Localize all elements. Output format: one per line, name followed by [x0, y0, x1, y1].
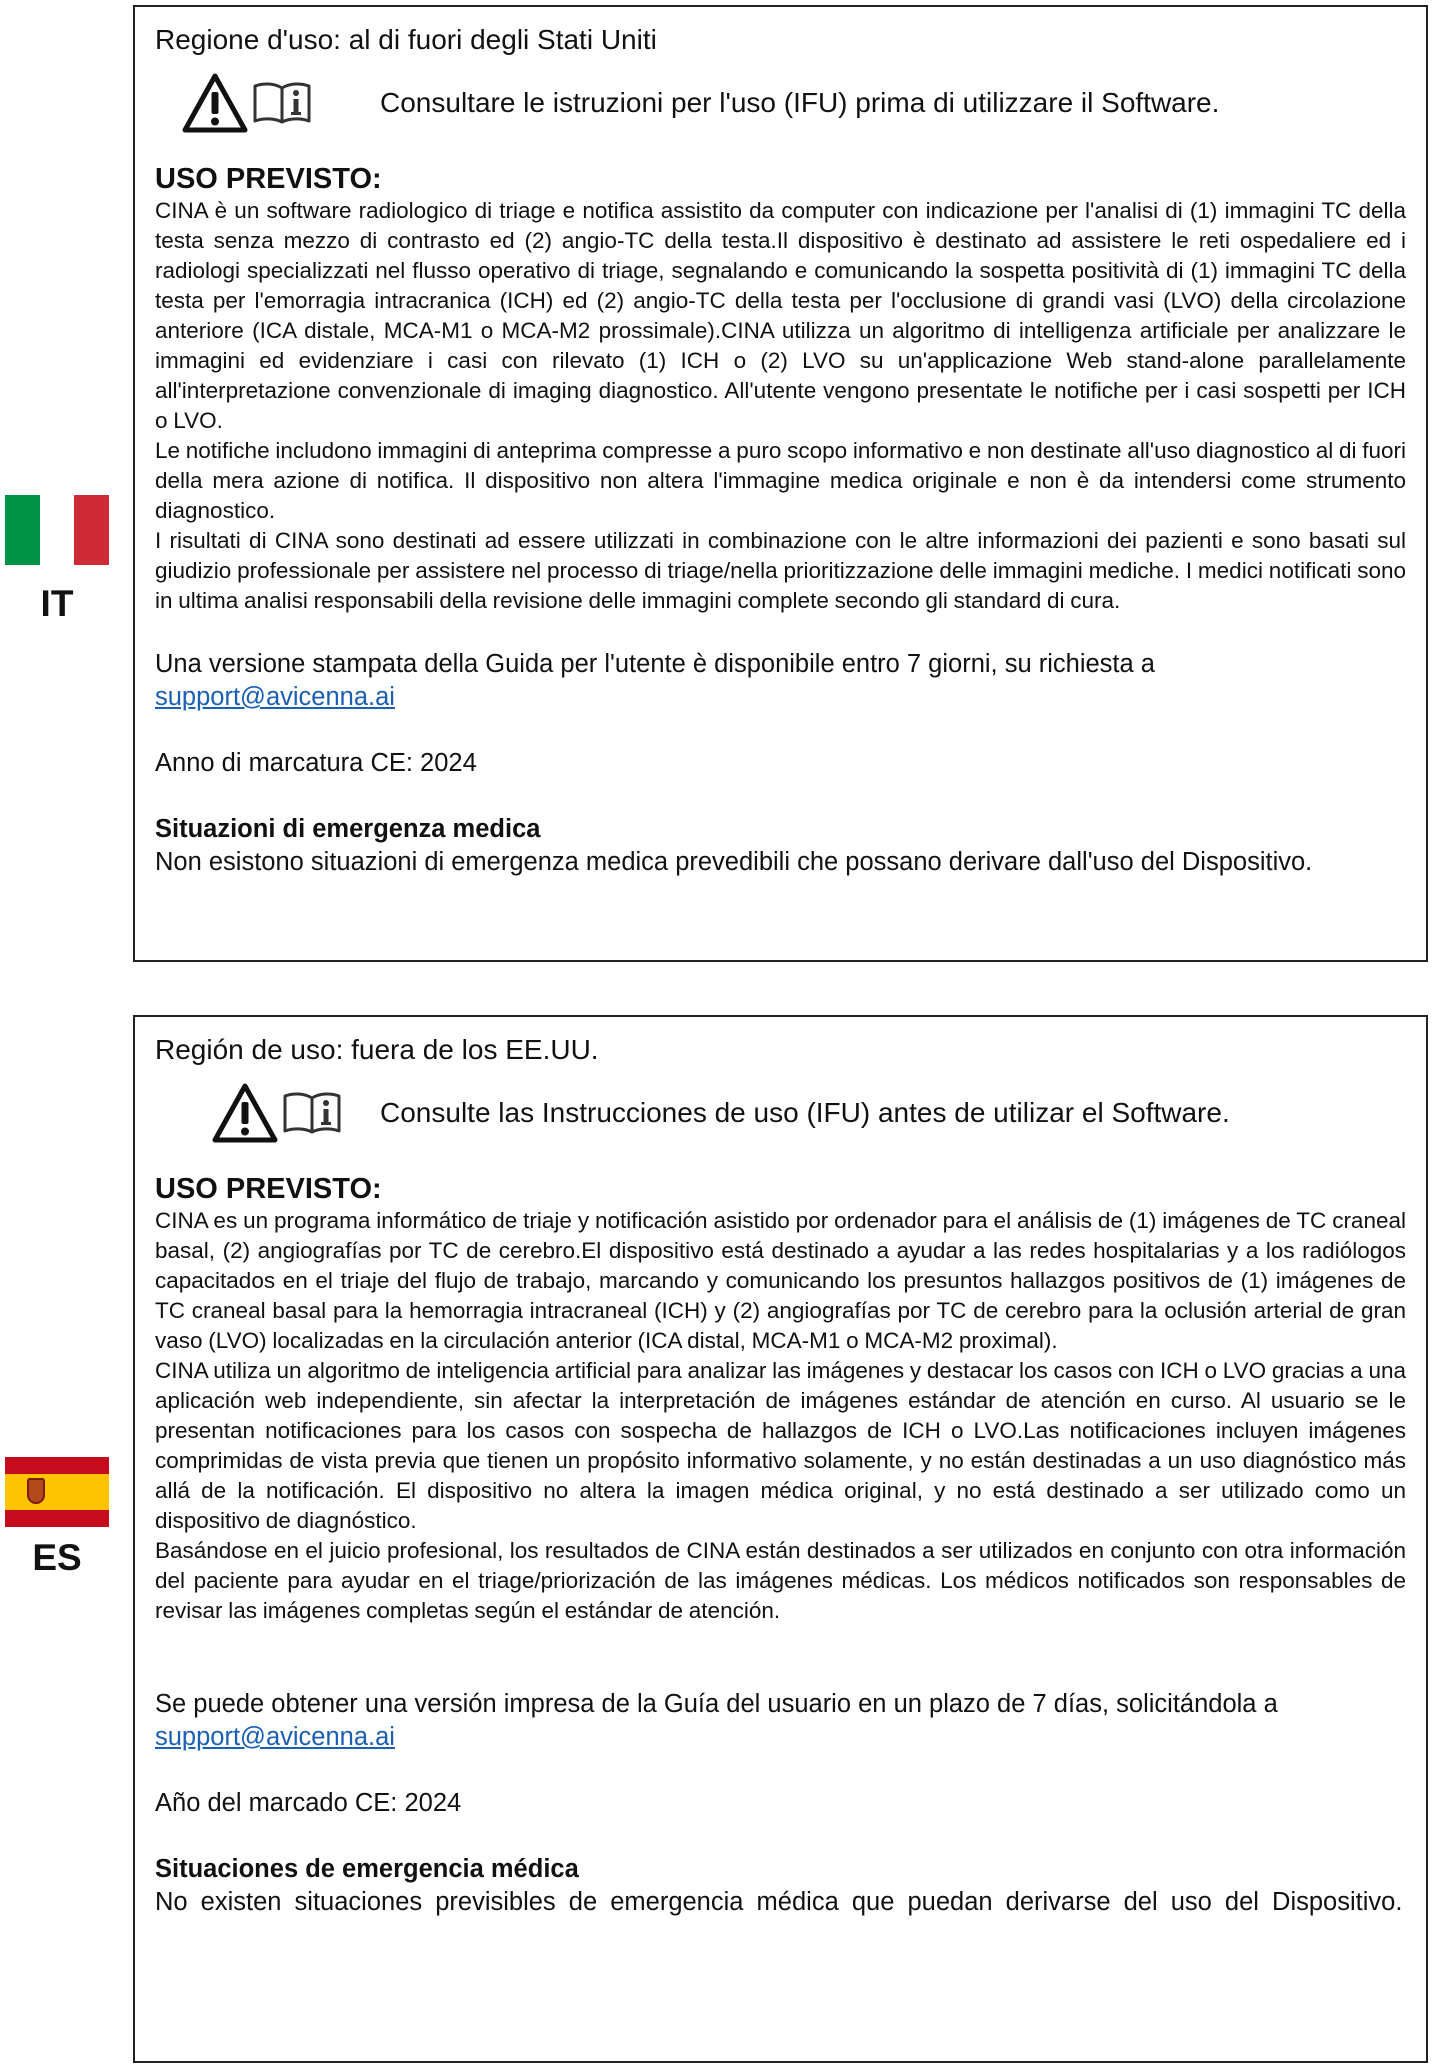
warning-icons [182, 73, 312, 133]
intended-use-paragraph: CINA es un programa informático de triaje y notificación asistido por ordenador para el análisis de (1) imágenes de TC craneal basal, (2) angiografías por TC de cerebro.El dispositivo está destinado a ayudar a las redes hospitalarias y a los radiólogos capacitados en el triaje del flujo de trabajo, marcando y comunicando los presuntos hallazgos positivos de (1) imágenes de TC craneal basal para la hemorragia intracraneal (ICH) y (2) angiografías por TC de cerebro para la oclusión arterial de gran vaso (LVO) localizadas en la circulación anterior (ICA distal, MCA-M1 o MCA-M2 proximal). [155, 1208, 1406, 1353]
language-code-it: IT [40, 583, 74, 624]
intended-use-heading: USO PREVISTO: [155, 163, 382, 195]
print-notice: Una versione stampata della Guida per l'utente è disponibile entro 7 giorni, su richiesta a [155, 650, 1155, 678]
flag-band-red-bottom [5, 1510, 109, 1527]
spain-flag-icon [5, 1457, 109, 1527]
support-email-link[interactable]: support@avicenna.ai [155, 1723, 395, 1751]
intended-use-paragraph: CINA utiliza un algoritmo de inteligencia artificial para analizar las imágenes y destacar los casos con ICH o LVO gracias a una aplicación web independiente, sin afectar la interpretación de imágenes estándar de atención en curso. Al usuario se le presentan notificaciones para los casos con sospecha de hallazgos de ICH o LVO.Las notificaciones incluyen imágenes comprimidas de vista previa que tienen un propósito informativo solamente, y no están destinadas a un uso diagnóstico más allá de la notificación. El dispositivo no altera la imagen médica original, y no está destinado a ser utilizado como un dispositivo de diagnóstico. [155, 1358, 1406, 1533]
emergency-heading: Situazioni di emergenza medica [155, 815, 541, 843]
italy-flag-icon [5, 495, 109, 565]
emergency-heading: Situaciones de emergencia médica [155, 1855, 579, 1883]
ce-marking-year: Año del marcado CE: 2024 [155, 1789, 462, 1817]
emergency-text: Non esistono situazioni di emergenza medica prevedibili che possano derivare dall'uso del Dispositivo. [155, 848, 1313, 876]
warning-row [155, 1076, 1406, 1150]
section-panel-it [133, 5, 1428, 962]
intended-use-heading: USO PREVISTO: [155, 1173, 382, 1205]
consult-instructions-book-icon [282, 1091, 342, 1135]
warning-row [155, 66, 1406, 140]
flag-stripe-white [40, 495, 75, 565]
intended-use-paragraph: Le notifiche includono immagini di anteprima compresse a puro scopo informativo e non destinate all'uso diagnostico al di fuori della mera azione di notifica. Il dispositivo non altera l'immagine medica originale e non è da intendersi come strumento diagnostico. [155, 438, 1407, 523]
flag-band-red-top [5, 1457, 109, 1474]
flag-stripe-red [74, 495, 109, 565]
emergency-text: No existen situaciones previsibles de emergencia médica que puedan derivarse del uso del Dispositivo. [155, 1888, 1403, 1916]
warning-triangle-icon [182, 73, 248, 133]
region-of-use: Región de uso: fuera de los EE.UU. [155, 1034, 599, 1065]
flag-stripe-green [5, 495, 40, 565]
intended-use-paragraph: Basándose en el juicio profesional, los resultados de CINA están destinados a ser utilizados en conjunto con otra información del paciente para ayudar en el triage/priorización de las imágenes médicas. Los médicos notificados son responsables de revisar las imágenes completas según el estándar de atención. [155, 1538, 1406, 1623]
warning-icons [212, 1083, 342, 1143]
region-of-use: Regione d'uso: al di fuori degli Stati Uniti [155, 24, 657, 55]
coat-of-arms-icon [27, 1478, 45, 1504]
intended-use-paragraph: I risultati di CINA sono destinati ad essere utilizzati in combinazione con le altre informazioni dei pazienti e sono basati sul giudizio professionale per assistere nel processo di triage/nella prioritizzazione delle immagini mediche. I medici notificati sono in ultima analisi responsabili della revisione delle immagini complete secondo gli standard di cura. [155, 528, 1406, 613]
consult-ifu-warning: Consultare le istruzioni per l'uso (IFU) prima di utilizzare il Software. [380, 87, 1220, 118]
consult-ifu-warning: Consulte las Instrucciones de uso (IFU) antes de utilizar el Software. [380, 1097, 1230, 1128]
ce-marking-year: Anno di marcatura CE: 2024 [155, 749, 477, 777]
intended-use-paragraph: CINA è un software radiologico di triage e notifica assistito da computer con indicazione per l'analisi di (1) immagini TC della testa senza mezzo di contrasto ed (2) angio-TC della testa.Il dispositivo è destinato ad assistere le reti ospedaliere ed i radiologi specializzati nel flusso operativo di triage, segnalando e comunicando la sospetta positività di (1) immagini TC della testa per l'emorragia intracranica (ICH) ed (2) angio-TC della testa per l'occlusione di grandi vasi (LVO) della circolazione anteriore (ICA distale, MCA-M1 o MCA-M2 prossimale).CINA utilizza un algoritmo di intelligenza artificiale per analizzare le immagini ed evidenziare i casi con rilevato (1) ICH o (2) LVO su un'applicazione Web stand-alone parallelamente all'interpretazione convenzionale di imaging diagnostico. All'utente vengono presentate le notifiche per i casi sospetti per ICH o LVO. [155, 198, 1406, 433]
flag-band-yellow [5, 1474, 109, 1510]
consult-instructions-book-icon [252, 81, 312, 125]
language-code-es: ES [32, 1537, 82, 1578]
warning-triangle-icon [212, 1083, 278, 1143]
support-email-link[interactable]: support@avicenna.ai [155, 683, 395, 711]
section-panel-es [133, 1015, 1428, 2063]
print-notice: Se puede obtener una versión impresa de la Guía del usuario en un plazo de 7 días, solicitándola a [155, 1690, 1278, 1718]
